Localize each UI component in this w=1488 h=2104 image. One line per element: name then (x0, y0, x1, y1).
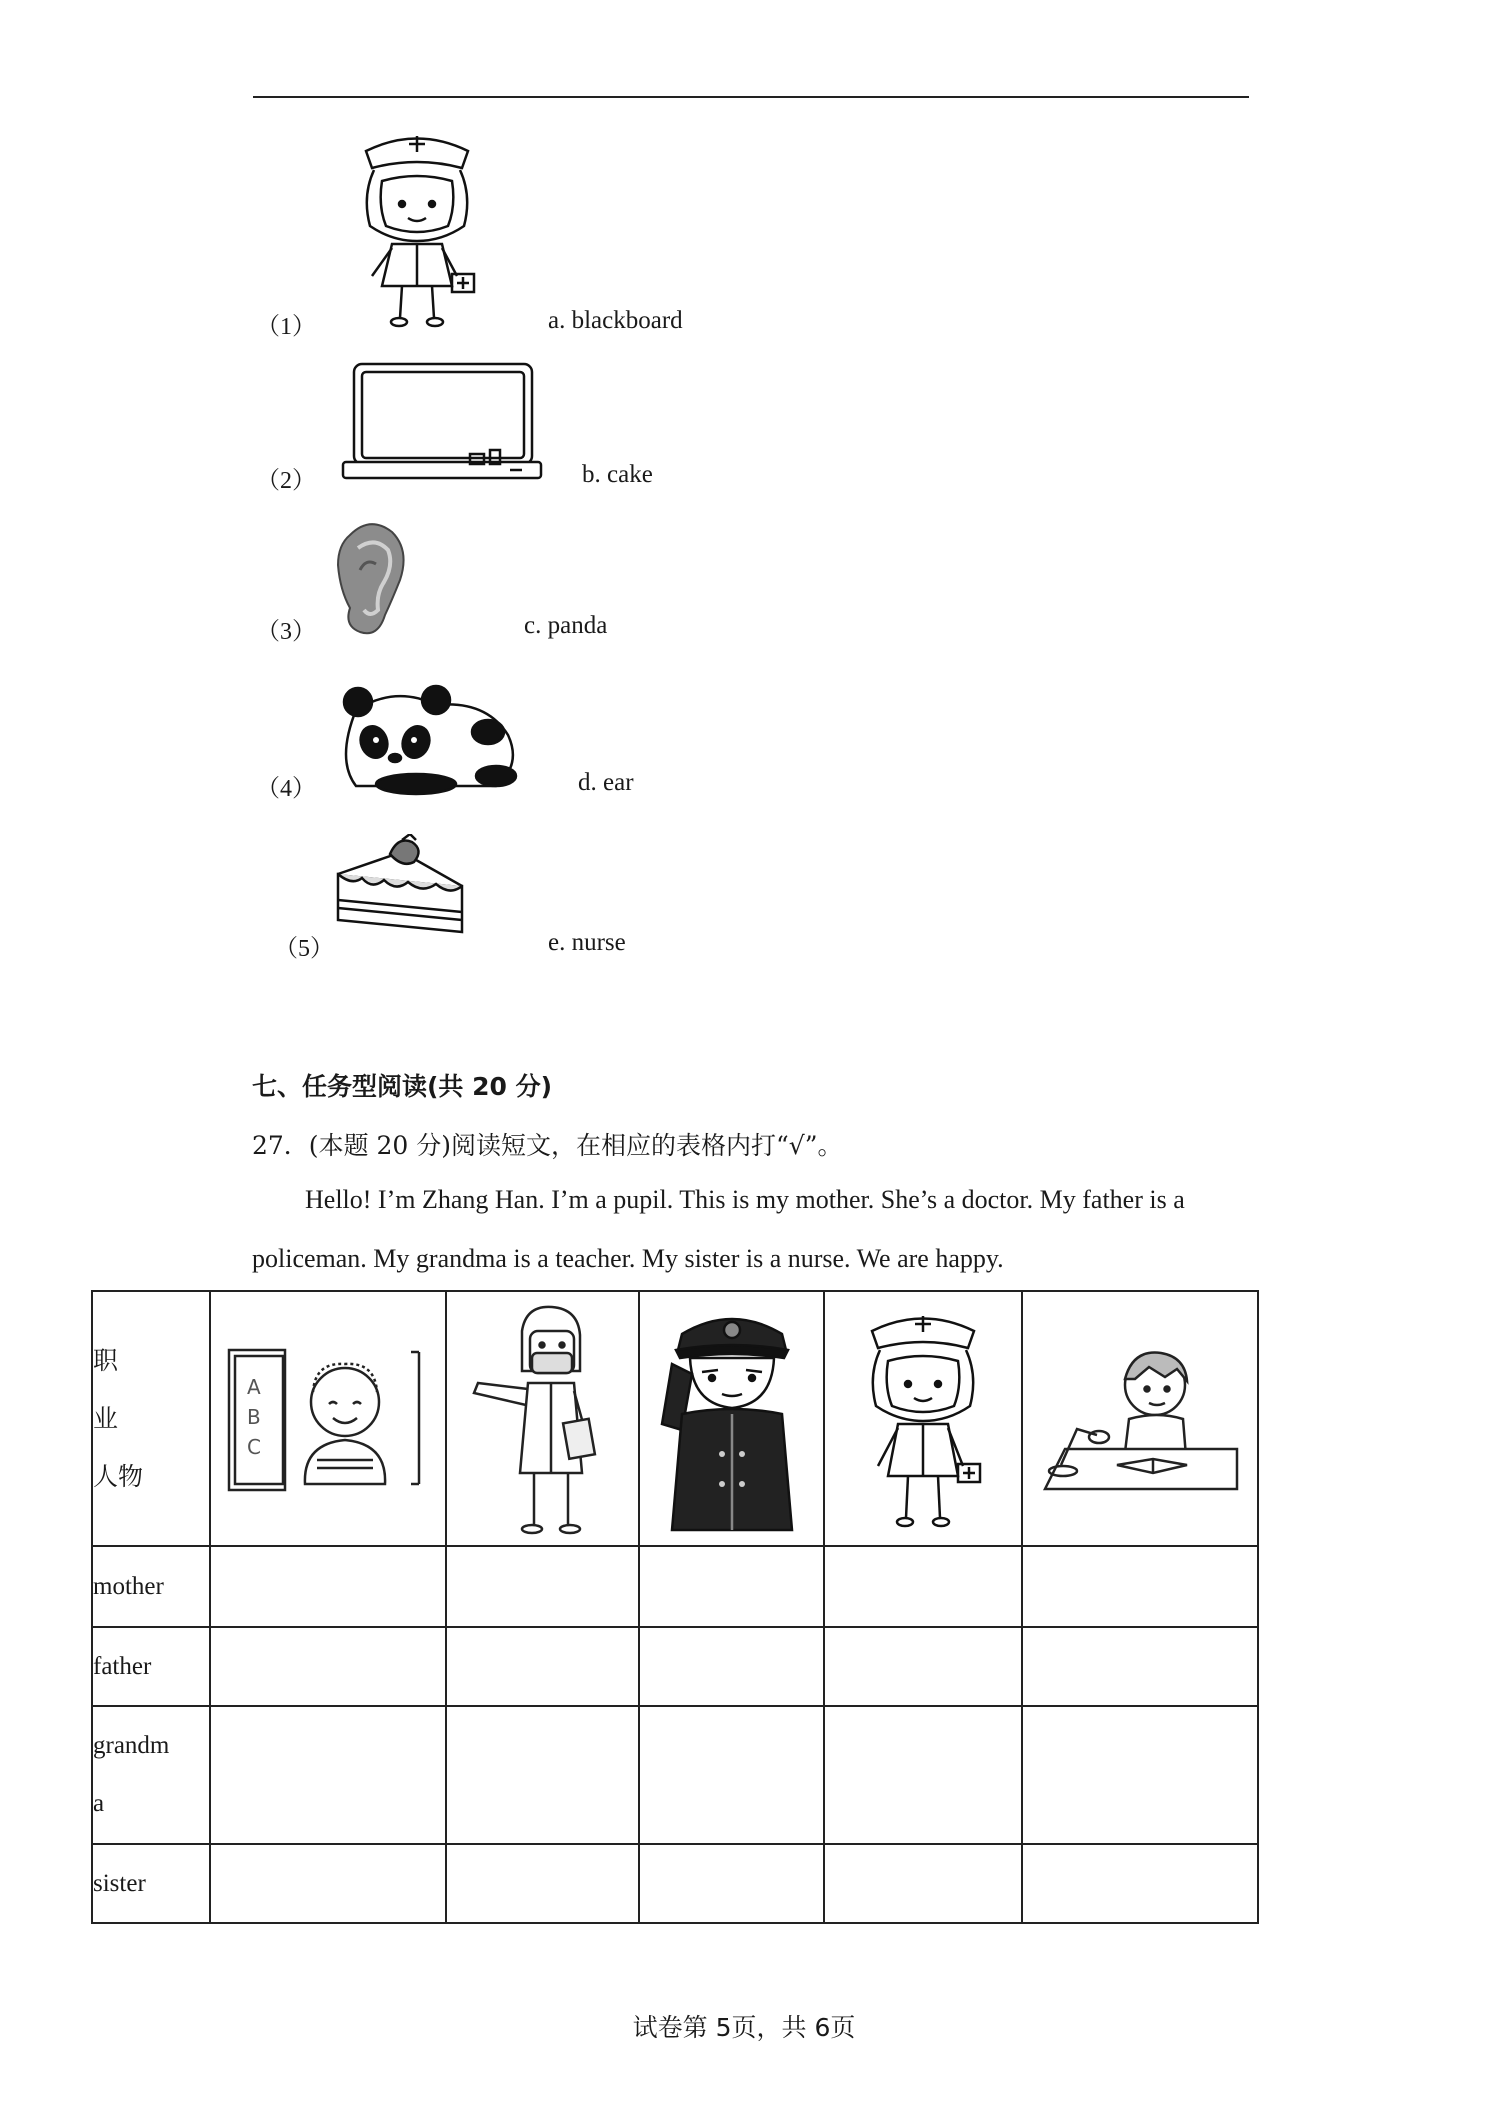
header-label-line2: 业 (93, 1403, 119, 1433)
page-footer: 试卷第 5页，共 6页 (632, 2013, 856, 2042)
option-e: e. nurse (548, 929, 626, 956)
check-cell[interactable] (210, 1844, 446, 1923)
header-label-line3: 人物 (93, 1461, 144, 1491)
check-cell[interactable] (824, 1546, 1022, 1627)
header-label-line1: 职 (93, 1345, 119, 1375)
check-cell[interactable] (824, 1706, 1022, 1844)
row-label-sister: sister (92, 1844, 210, 1923)
header-row (92, 1291, 1258, 1546)
item-number-4: （4） (256, 776, 316, 802)
svg-text:A: A (247, 1374, 261, 1399)
table-row (92, 1844, 1258, 1923)
check-cell[interactable] (1022, 1627, 1258, 1706)
panda-icon (336, 680, 522, 796)
section-title: 七、任务型阅读(共 20 分) (252, 1072, 553, 1101)
check-cell[interactable] (639, 1706, 824, 1844)
item-number-2: （2） (256, 468, 316, 494)
check-cell[interactable] (210, 1627, 446, 1706)
option-a: a. blackboard (548, 307, 683, 334)
check-cell[interactable] (446, 1706, 639, 1844)
check-cell[interactable] (639, 1546, 824, 1627)
item-number-3: （3） (256, 619, 316, 645)
table-row (92, 1706, 1258, 1844)
question-text: 27．(本题 20 分)阅读短文，在相应的表格内打“√”。 (252, 1131, 843, 1160)
pupil-icon (1037, 1403, 1243, 1430)
passage-line-1: Hello! I’m Zhang Han. I’m a pupil. This is my mother. She’s a doctor. My father is a (305, 1185, 1185, 1214)
table-row (92, 1546, 1258, 1627)
option-d: d. ear (578, 769, 634, 796)
check-cell[interactable] (1022, 1706, 1258, 1844)
svg-text:C: C (247, 1434, 261, 1459)
check-cell[interactable] (210, 1706, 446, 1844)
ear-icon (330, 520, 410, 642)
nurse-cell (824, 1291, 1022, 1546)
passage-line-2: policeman. My grandma is a teacher. My sister is a nurse. We are happy. (252, 1244, 1004, 1273)
option-c: c. panda (524, 612, 608, 639)
option-b: b. cake (582, 461, 653, 488)
check-cell[interactable] (446, 1627, 639, 1706)
row-label-grandma: grandm a (92, 1706, 210, 1844)
table-row (92, 1627, 1258, 1706)
doctor-cell (446, 1291, 639, 1546)
check-cell[interactable] (639, 1627, 824, 1706)
nurse-icon (352, 126, 482, 331)
pupil-cell (1022, 1291, 1258, 1546)
row-label-father: father (92, 1627, 210, 1706)
teacher-icon (225, 1374, 431, 1459)
policeman-cell (639, 1291, 824, 1546)
check-cell[interactable] (446, 1546, 639, 1627)
nurse-icon (858, 1403, 988, 1430)
check-cell[interactable] (824, 1844, 1022, 1923)
item-number-1: （1） (256, 314, 316, 340)
doctor-icon (468, 1403, 618, 1430)
row-label-mother: mother (92, 1546, 210, 1627)
check-cell[interactable] (1022, 1844, 1258, 1923)
check-cell[interactable] (1022, 1546, 1258, 1627)
top-rule (253, 96, 1249, 98)
check-cell[interactable] (210, 1546, 446, 1627)
item-number-5: （5） (274, 936, 334, 962)
check-cell[interactable] (639, 1844, 824, 1923)
teacher-cell (210, 1291, 446, 1546)
check-cell[interactable] (446, 1844, 639, 1923)
cake-icon (332, 834, 482, 944)
blackboard-icon (340, 358, 545, 488)
check-cell[interactable] (824, 1627, 1022, 1706)
policeman-icon (652, 1403, 812, 1430)
svg-text:B: B (247, 1404, 261, 1429)
header-label-cell (92, 1291, 210, 1546)
answer-table (91, 1290, 1259, 1924)
